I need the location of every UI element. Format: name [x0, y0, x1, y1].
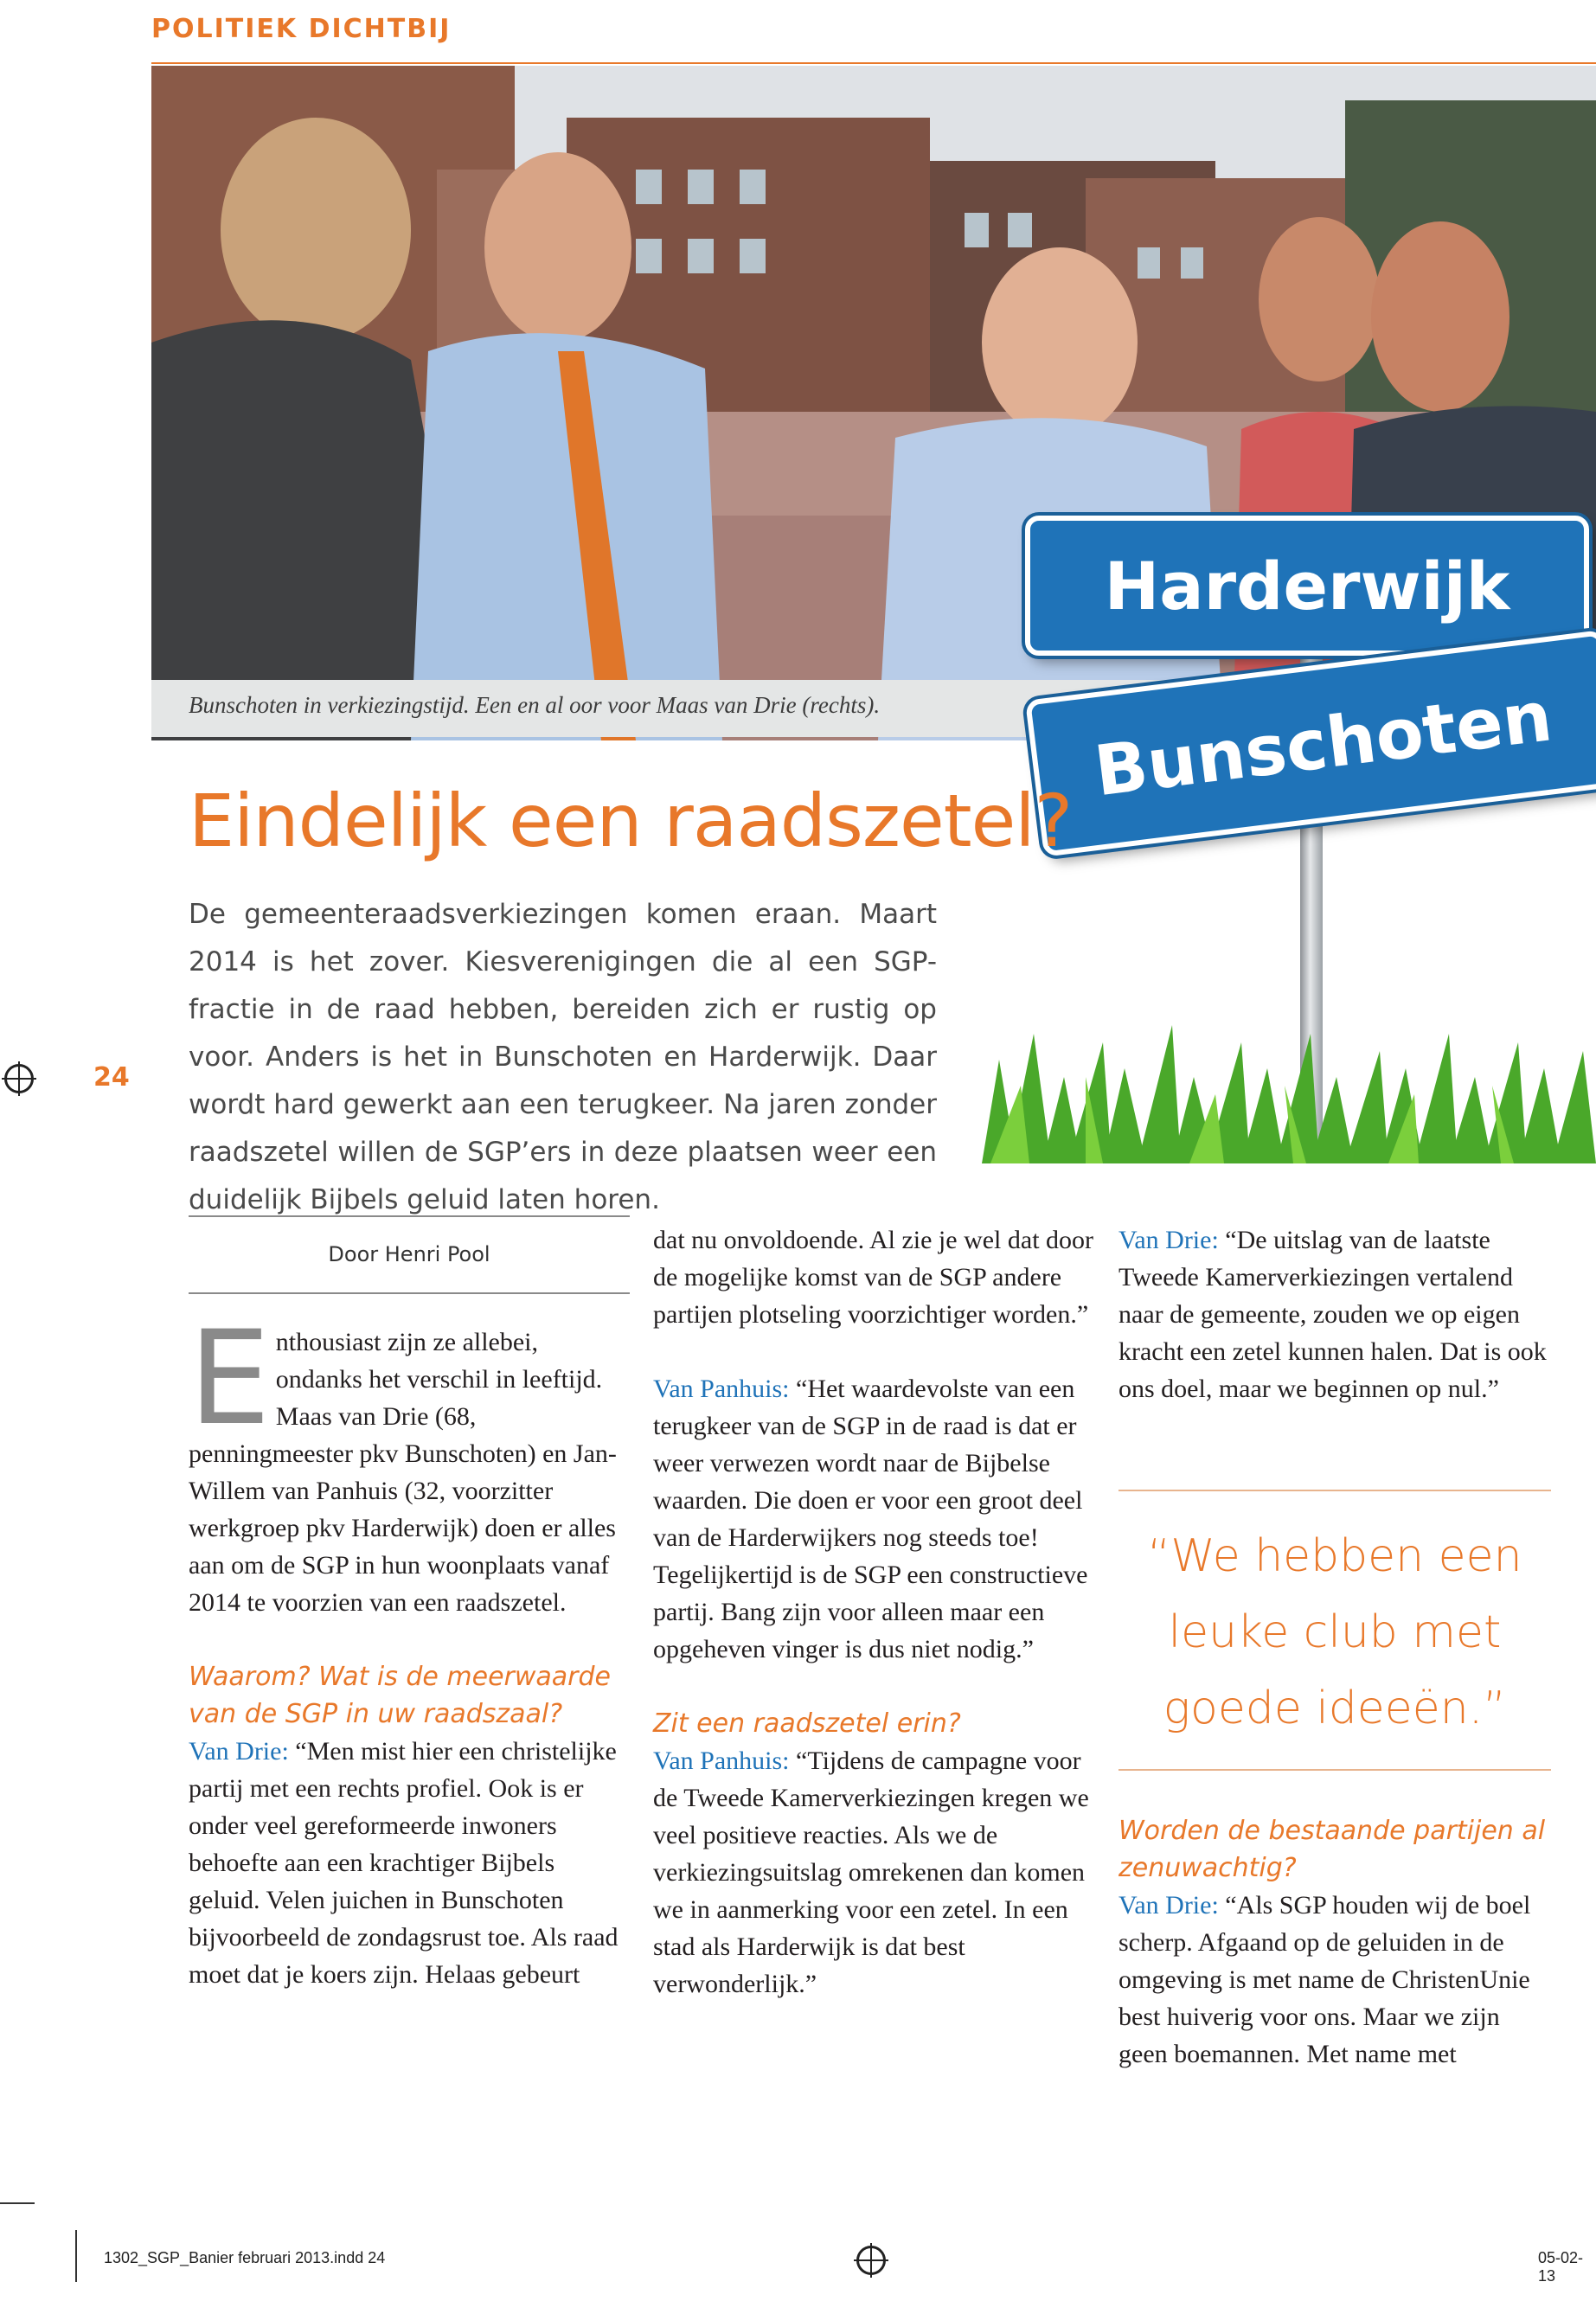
- section-kicker: POLITIEK DICHTBIJ: [151, 14, 452, 44]
- article-headline: Eindelijk een raadszetel?: [189, 779, 1073, 863]
- registration-mark-icon: [856, 2246, 886, 2275]
- speaker-label: Van Drie:: [1118, 1226, 1219, 1254]
- photo-caption: Bunschoten in verkiezingstijd. Een en al oor voor Maas van Drie (rechts).: [189, 692, 881, 718]
- kicker-rule: [151, 62, 1596, 64]
- byline: Door Henri Pool: [328, 1242, 490, 1266]
- answer-text: “Het waardevolste van een terugkeer van de SGP in de raad is dat er weer verwezen wordt naar de Bijbelse waarden. Die doen er voor een groot deel van de Harderwijkers nog steeds toe! Tegelijkertijd is de SGP een constructieve partij. Bang zijn voor alleen maar een opgeheven vinger is dus niet nodig.”: [653, 1375, 1088, 1663]
- speaker-label: Van Drie:: [1118, 1891, 1219, 1920]
- speaker-label: Van Panhuis:: [653, 1747, 790, 1775]
- page-number: 24: [93, 1062, 130, 1093]
- answer-text: “De uitslag van de laatste Tweede Kamerverkiezingen vertalend naar de gemeente, zouden we op eigen kracht een zetel kunnen halen. Dat is ook ons doel, maar we beginnen op nul.”: [1118, 1226, 1547, 1403]
- sign-harderwijk: Harderwijk: [1025, 516, 1589, 656]
- answer-5: [1118, 1887, 1551, 2073]
- answer-1: [189, 1733, 630, 1993]
- crop-mark: [0, 2202, 35, 2204]
- article-lead: De gemeenteraadsverkiezingen komen eraan. Maart 2014 is het zover. Kiesverenigingen die al een SGP-fractie in de raad hebben, bereiden zich er rustig op voor. Anders is het in Bunschoten en Harderwijk. Daar wordt hard gewerkt aan een terugkeer. Na jaren zonder raadszetel willen de SGP’ers in deze plaatsen weer een duidelijk Bijbels geluid laten horen.: [189, 899, 937, 1215]
- question-1: Waarom? Wat is de meerwaarde van de SGP in uw raadszaal?: [189, 1662, 612, 1729]
- answer-text: “Men mist hier een christelijke partij met een rechts profiel. Ook is er onder veel gereformeerde inwoners behoefte aan een krachtiger Bijbels geluid. Velen juichen in Bunschoten bijvoorbeeld de zondagsrust toe. Als raad moet dat je koers zijn. Helaas gebeurt: [189, 1737, 619, 1989]
- drop-cap: E: [189, 1304, 271, 1454]
- question-3: Worden de bestaande partijen al zenuwachtig?: [1118, 1816, 1546, 1883]
- byline-rule-top: [189, 1215, 630, 1217]
- column-2: [653, 1221, 1094, 2003]
- print-date: 05-02-13: [1538, 2249, 1584, 2285]
- answer-3: [653, 1742, 1094, 2003]
- pullquote-rule-bottom: [1118, 1769, 1551, 1771]
- answer-text: “Tijdens de campagne voor de Tweede Kamerverkiezingen kregen we veel positieve reacties. Als we de verkiezingsuitslag omrekenen dan komen we in aanmerking voor een zetel. In een stad als Harderwijk is dat best verwonderlijk.”: [653, 1747, 1089, 1998]
- grass-illustration: [982, 1025, 1596, 1163]
- crop-mark: [75, 2230, 77, 2282]
- speaker-label: Van Drie:: [189, 1737, 289, 1766]
- column-1: [189, 1215, 630, 1993]
- column-3: [1118, 1221, 1551, 1407]
- answer-1-continued: dat nu onvoldoende. Al zie je wel dat door de mogelijke komst van de SGP andere partijen plotseling voorzichtiger worden.”: [653, 1226, 1094, 1329]
- print-slug: 1302_SGP_Banier februari 2013.indd 24: [104, 2249, 386, 2266]
- answer-text: “Als SGP houden wij de boel scherp. Afgaand op de geluiden in de omgeving is met name de ChristenUnie best huiverig voor ons. Maar we zijn geen boemannen. Met name met: [1118, 1891, 1531, 2068]
- sign-bunschoten: Bunschoten: [1025, 630, 1596, 857]
- intro-text: nthousiast zijn ze allebei, ondanks het verschil in leeftijd. Maas van Drie (68, penningmeester pkv Bunschoten) en Jan-Willem van Panhuis (32, voorzitter werkgroep pkv Harderwijk) doen er alles aan om de SGP in hun woonplaats vanaf 2014 te voorzien van een raadszetel.: [189, 1328, 617, 1617]
- intro-paragraph: [189, 1304, 630, 1621]
- answer-4: [1118, 1221, 1551, 1407]
- pullquote-rule-top: [1118, 1490, 1551, 1491]
- speaker-label: Van Panhuis:: [653, 1375, 790, 1403]
- registration-mark-icon: [4, 1064, 34, 1093]
- answer-2: [653, 1370, 1094, 1668]
- column-3-lower: [1118, 1812, 1551, 2073]
- question-2: Zit een raadszetel erin?: [653, 1708, 961, 1739]
- pull-quote: “We hebben een leuke club met goede ideeën.”: [1147, 1530, 1522, 1734]
